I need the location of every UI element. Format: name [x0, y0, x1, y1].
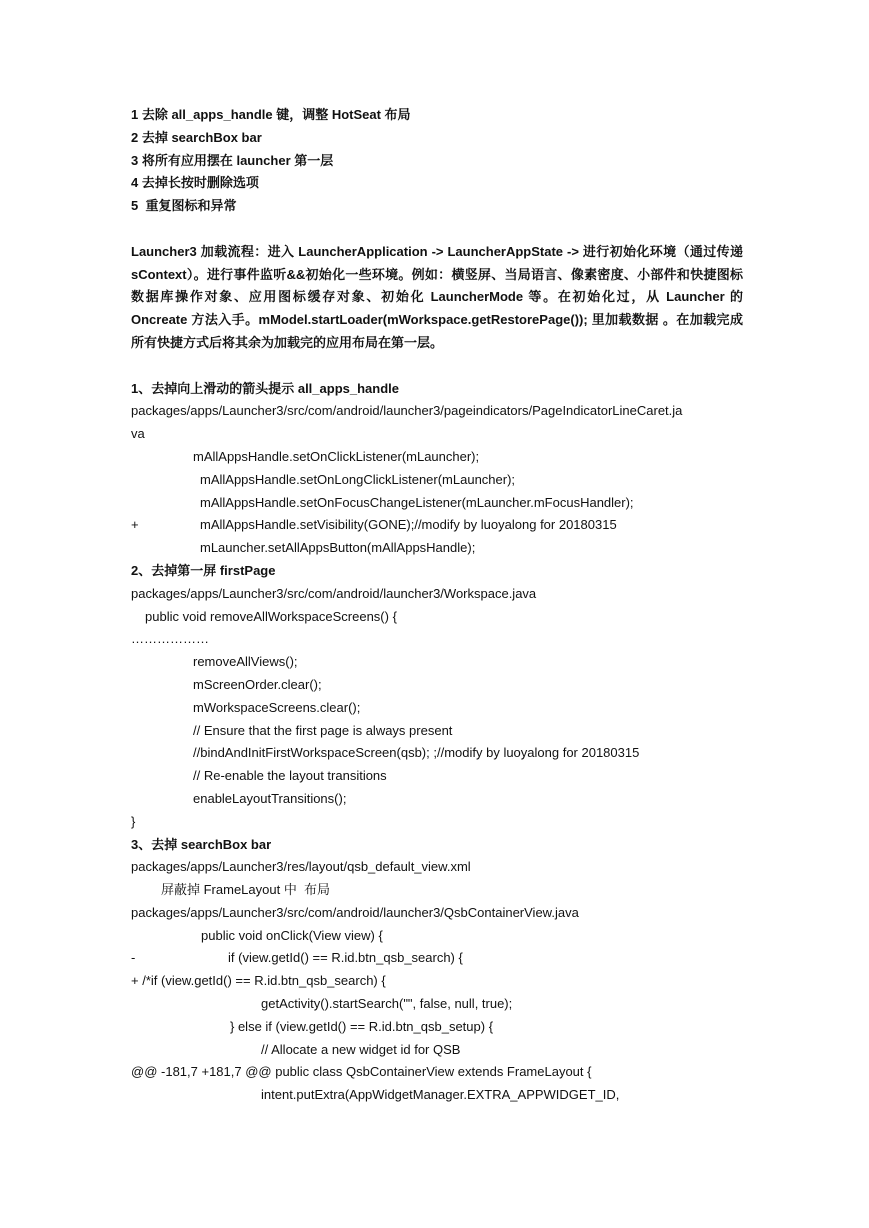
section3-code-added: + /*if (view.getId() == R.id.btn_qsb_search) { [131, 973, 386, 989]
section3-code-3: // Allocate a new widget id for QSB [261, 1041, 461, 1057]
intro-paragraph: Launcher3 加载流程：进入 LauncherApplication -> LauncherAppState -> 进行初始化环境（通过传递 sContext）。进行事件监听&&初始化一些环境。例如：横竖屏、当局语言、像素密度、小部件和快捷图标数据库操作对象、应用图标缓存对象、初始化 LauncherMode 等。在初始化过，从 Launcher 的 Oncreate 方法入手。mModel.startLoader(mWorkspace.getRestorePage()); 里加载数据 。在加载完成所有快捷方式后将其余为加载完的应用布局在第一层。 [131, 243, 743, 350]
section1-code-3: mAllAppsHandle.setOnFocusChangeListener(mLauncher.mFocusHandler); [200, 494, 634, 510]
section1-code-4: mAllAppsHandle.setVisibility(GONE);//modify by luoyalong for 20180315 [200, 517, 617, 533]
section1-code-5: mLauncher.setAllAppsButton(mAllAppsHandle); [200, 540, 476, 556]
section1-code-4-row [131, 514, 743, 537]
section1-path-line2: va [131, 426, 145, 442]
section3-code-4: intent.putExtra(AppWidgetManager.EXTRA_APPWIDGET_ID, [261, 1087, 620, 1103]
summary-item-2: 2 去掉 searchBox bar [131, 129, 262, 145]
section3-code-1: getActivity().startSearch("", false, null, true); [261, 996, 513, 1012]
plus-marker: + [131, 517, 139, 533]
section2-method: public void removeAllWorkspaceScreens() { [145, 608, 397, 624]
section3-method: public void onClick(View view) { [201, 927, 383, 943]
section3-heading: 3、去掉 searchBox bar [131, 836, 272, 852]
summary-item-3: 3 将所有应用摆在 launcher 第一层 [131, 152, 334, 168]
section3-note: 屏蔽掉 FrameLayout 中 布局 [161, 882, 331, 898]
section3-removed-row [131, 947, 743, 970]
spacer [131, 218, 743, 241]
section3-path-1: packages/apps/Launcher3/res/layout/qsb_default_view.xml [131, 859, 471, 875]
section2-code-2: mScreenOrder.clear(); [193, 676, 322, 692]
summary-item-1: 1 去除 all_apps_handle 键，调整 HotSeat 布局 [131, 107, 411, 122]
section3-diff-header: @@ -181,7 +181,7 @@ public class QsbContainerView extends FrameLayout { [131, 1064, 592, 1080]
section1-heading: 1、去掉向上滑动的箭头提示 all_apps_handle [131, 380, 399, 396]
section2-code-7: enableLayoutTransitions(); [193, 790, 347, 806]
summary-item-5: 5 重复图标和异常 [131, 198, 237, 214]
section3-path-2: packages/apps/Launcher3/src/com/android/launcher3/QsbContainerView.java [131, 904, 579, 920]
section2-code-5: //bindAndInitFirstWorkspaceScreen(qsb); ;//modify by luoyalong for 20180315 [193, 745, 640, 761]
summary-item-4: 4 去掉长按时删除选项 [131, 175, 259, 191]
spacer [131, 355, 743, 378]
section2-code-6: // Re-enable the layout transitions [193, 768, 387, 784]
section1-path-line1: packages/apps/Launcher3/src/com/android/launcher3/pageindicators/PageIndicatorLineCaret.ja [131, 403, 683, 419]
section2-heading: 2、去掉第一屏 firstPage [131, 562, 276, 578]
section2-code-4: // Ensure that the first page is always present [193, 722, 453, 738]
section3-code-2: } else if (view.getId() == R.id.btn_qsb_setup) { [230, 1018, 494, 1034]
section3-code-removed: if (view.getId() == R.id.btn_qsb_search) { [228, 950, 463, 966]
section1-code-2: mAllAppsHandle.setOnLongClickListener(mLauncher); [200, 471, 516, 487]
minus-marker: - [131, 950, 136, 966]
section2-code-1: removeAllViews(); [193, 654, 298, 670]
section2-ellipsis: ……………… [131, 631, 209, 647]
section2-path: packages/apps/Launcher3/src/com/android/launcher3/Workspace.java [131, 585, 537, 601]
section2-code-3: mWorkspaceScreens.clear(); [193, 699, 361, 715]
document-page [131, 104, 743, 1107]
section1-code-1: mAllAppsHandle.setOnClickListener(mLauncher); [193, 448, 480, 464]
section2-close: } [131, 813, 136, 829]
